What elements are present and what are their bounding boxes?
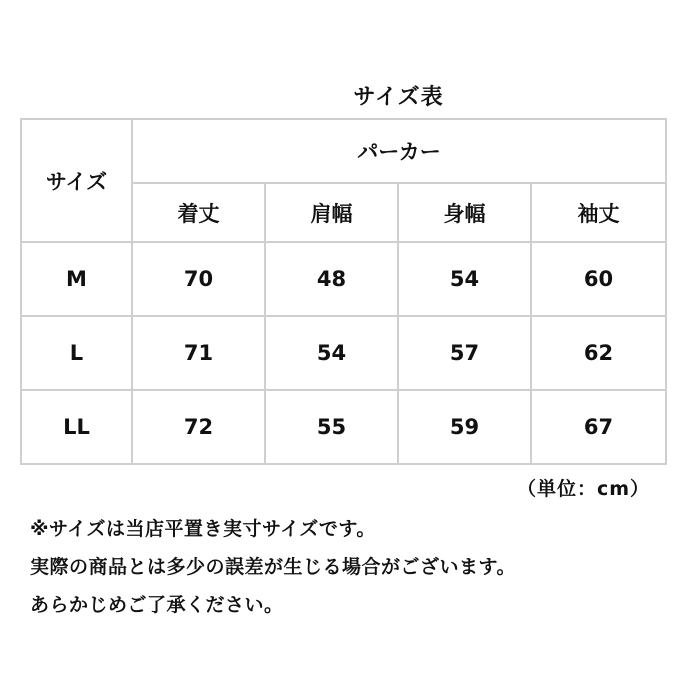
column-header: 身幅	[398, 183, 531, 242]
table-header-row	[21, 119, 666, 183]
table-row	[21, 316, 666, 390]
size-label-cell: LL	[21, 390, 132, 464]
table-cell: 62	[531, 316, 666, 390]
note-line: あらかじめご了承ください。	[30, 594, 284, 616]
column-header: 袖丈	[531, 183, 666, 242]
size-label-cell: M	[21, 242, 132, 316]
table-row	[21, 390, 666, 464]
page-title: サイズ表	[353, 85, 444, 110]
table-cell: 72	[132, 390, 265, 464]
note-line: ※サイズは当店平置き実寸サイズです。	[30, 518, 376, 540]
table-cell: 54	[265, 316, 398, 390]
table-cell: 71	[132, 316, 265, 390]
table-row	[21, 242, 666, 316]
table-cell: 48	[265, 242, 398, 316]
column-header: 肩幅	[265, 183, 398, 242]
size-header-cell: サイズ	[21, 119, 132, 242]
notes	[30, 510, 516, 624]
size-label-cell: L	[21, 316, 132, 390]
size-table	[20, 118, 667, 465]
note-line: 実際の商品とは多少の誤差が生じる場合がございます。	[30, 556, 516, 578]
table-cell: 57	[398, 316, 531, 390]
table-cell: 55	[265, 390, 398, 464]
group-header-cell: パーカー	[132, 119, 666, 183]
table-cell: 60	[531, 242, 666, 316]
table-cell: 59	[398, 390, 531, 464]
table-cell: 54	[398, 242, 531, 316]
column-header: 着丈	[132, 183, 265, 242]
table-cell: 70	[132, 242, 265, 316]
unit-note: （単位：cm）	[516, 478, 650, 500]
table-cell: 67	[531, 390, 666, 464]
